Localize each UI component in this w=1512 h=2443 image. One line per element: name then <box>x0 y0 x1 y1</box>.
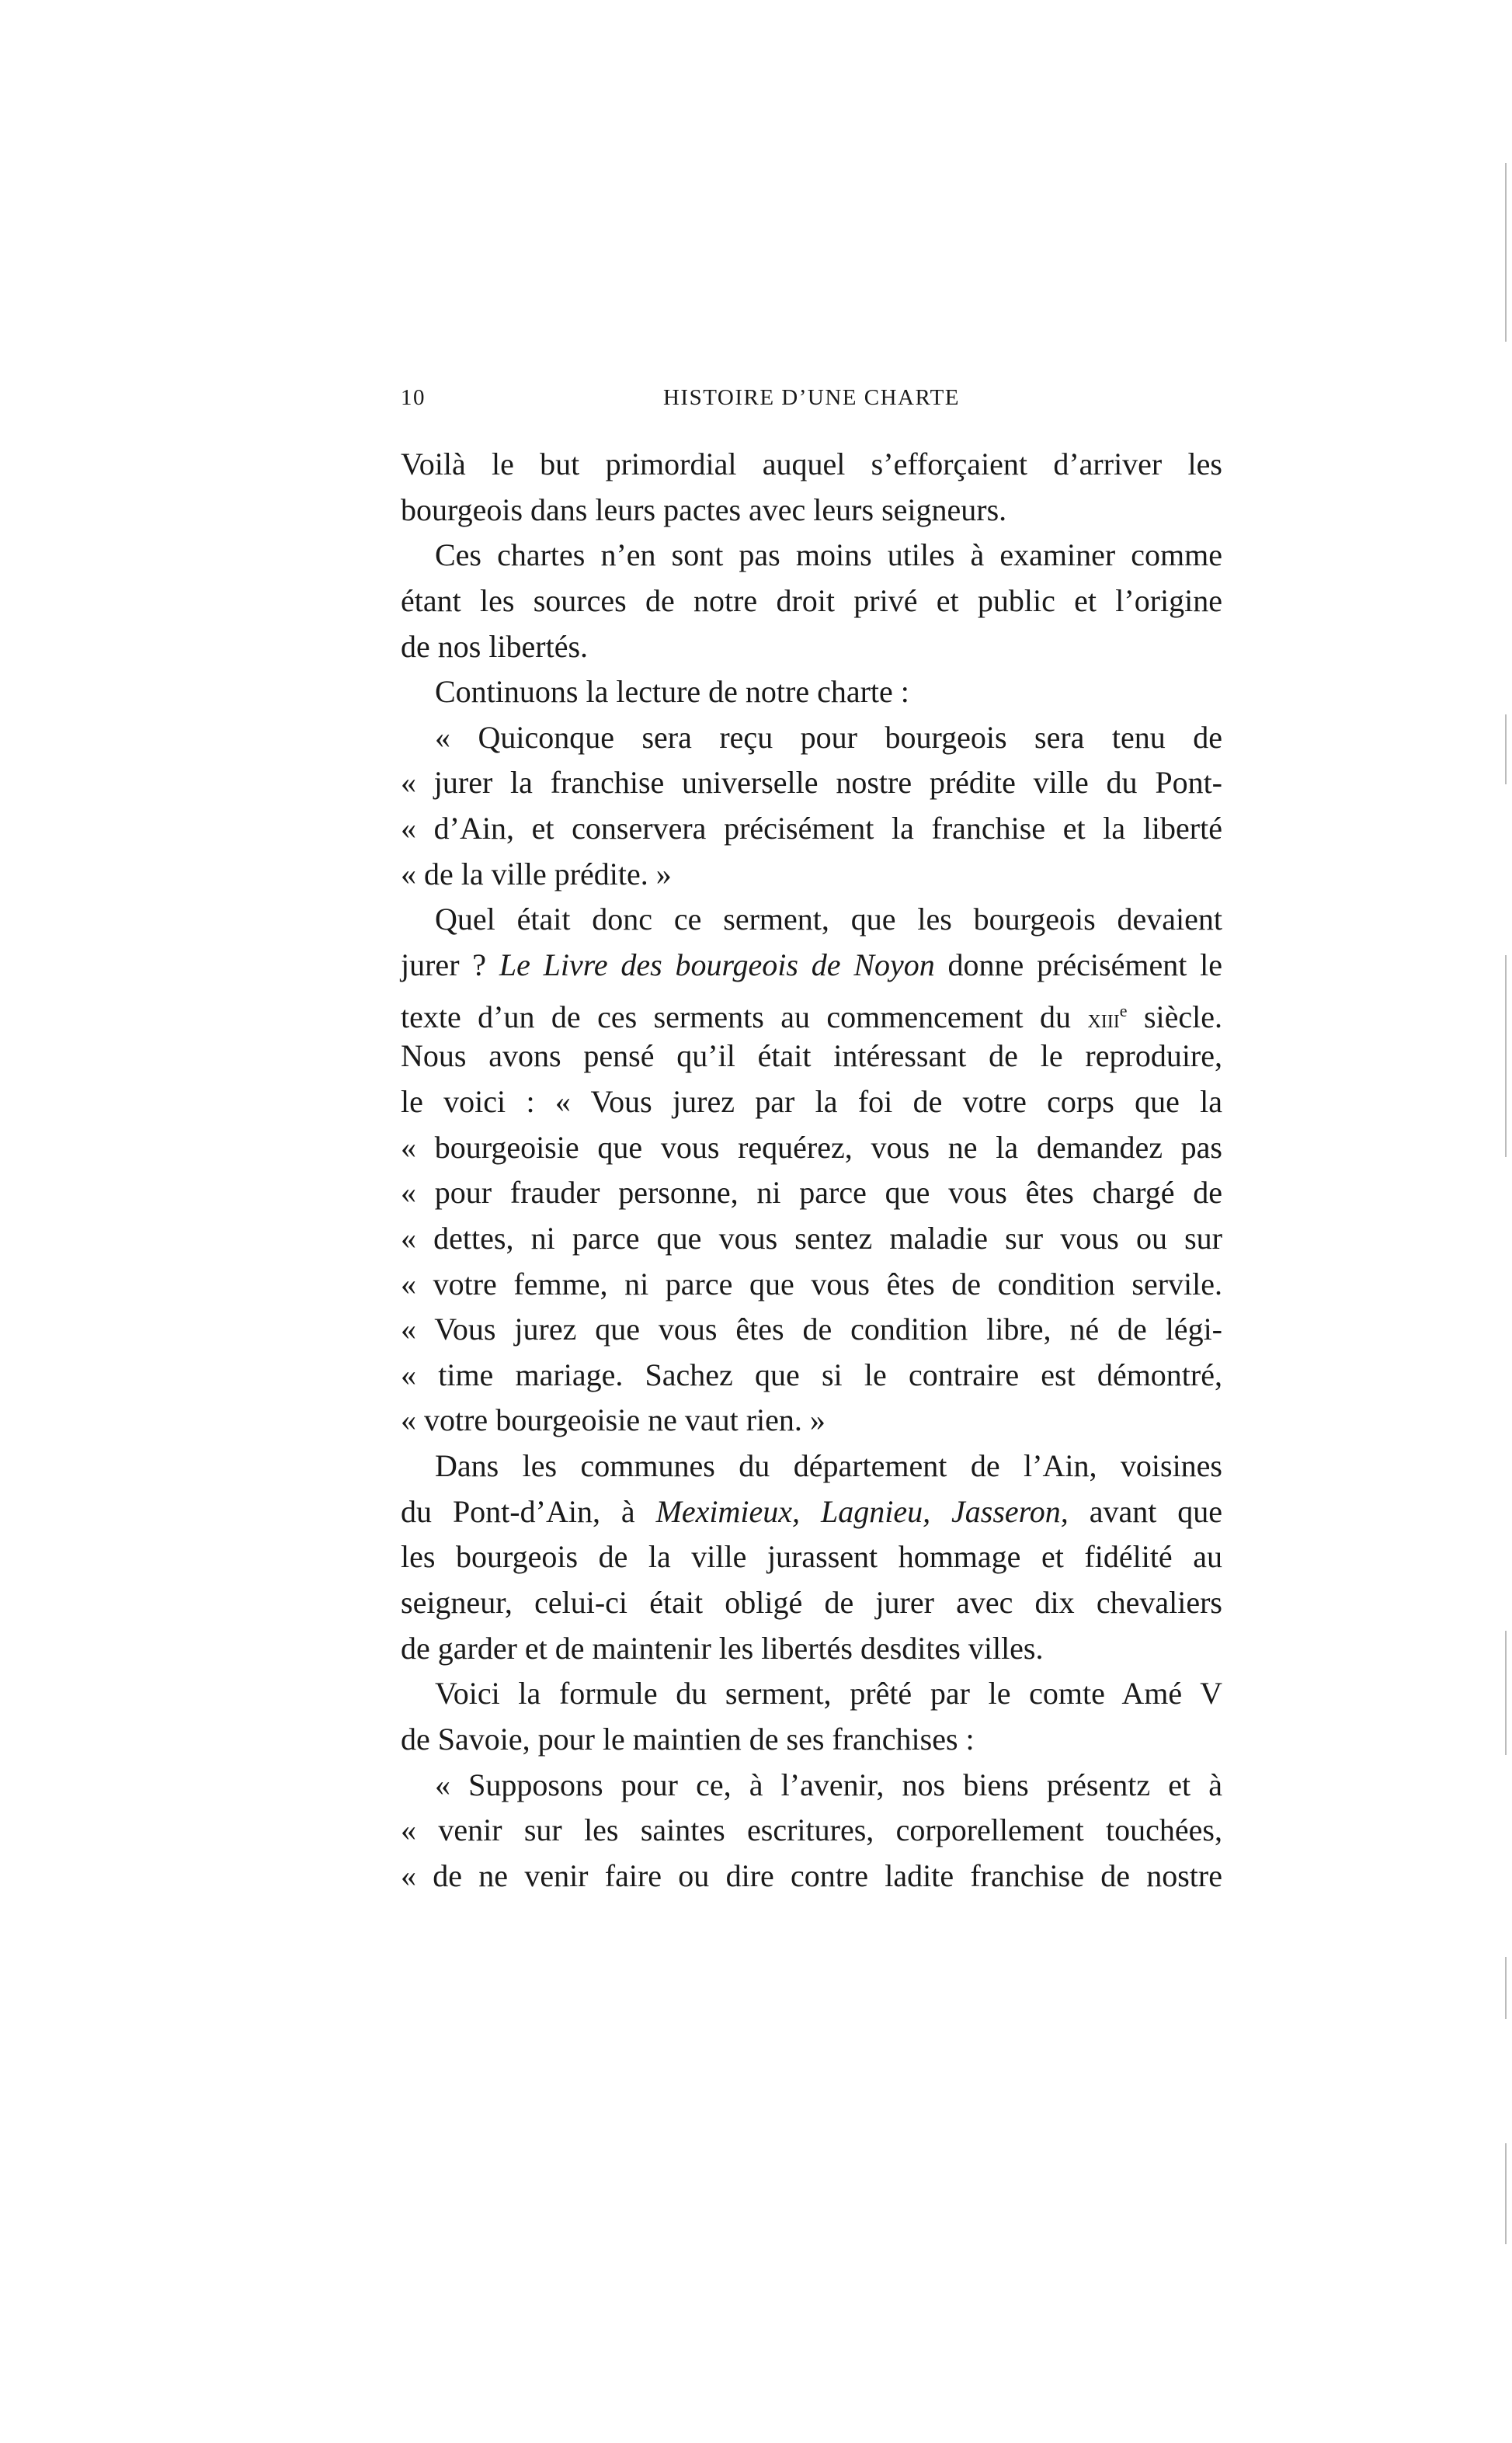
text-segment: « de la ville prédite. » <box>401 856 672 891</box>
scan-edge-mark <box>1505 714 1507 784</box>
text-segment: de nos libertés. <box>401 628 589 664</box>
text-line <box>401 1034 1222 1079</box>
text-segment: « votre bourgeoisie ne vaut rien. » <box>401 1402 826 1438</box>
text-segment: « jurer la franchise universelle nostre prédite ville du Pont- <box>401 765 1222 801</box>
text-segment: étant les sources de notre droit privé et public et l’origine <box>401 582 1222 618</box>
text-segment: « d’Ain, et conservera précisément la franchise et la liberté <box>401 811 1222 846</box>
text-segment: « Supposons pour ce, à l’avenir, nos biens présentz et à <box>435 1767 1222 1802</box>
running-title: HISTOIRE D’UNE CHARTE <box>662 385 961 410</box>
text-segment: avant que <box>1068 1493 1222 1529</box>
scan-edge-mark <box>1505 1631 1507 1755</box>
text-segment: texte d’un de ces serments au commencement du <box>401 999 1088 1034</box>
text-segment: jurer ? <box>401 947 499 983</box>
text-segment: Dans les communes du département de l’Ain, voisines <box>435 1448 1222 1484</box>
text-line <box>401 897 1222 943</box>
text-segment: e <box>1119 1000 1128 1020</box>
text-segment: « bourgeoisie que vous requérez, vous ne la demandez pas <box>401 1129 1222 1165</box>
scan-edge-mark <box>1505 1957 1507 2019</box>
text-line <box>401 1170 1222 1216</box>
text-segment: « pour frauder personne, ni parce que vous êtes chargé de <box>401 1175 1222 1211</box>
text-line <box>401 533 1222 579</box>
text-segment: de garder et de maintenir les libertés desdites villes. <box>401 1630 1044 1666</box>
text-line <box>401 715 1222 761</box>
text-line <box>401 806 1222 852</box>
text-segment: « time mariage. Sachez que si le contraire est démontré, <box>401 1357 1222 1392</box>
text-segment: xiii <box>1087 1004 1120 1034</box>
scan-edge-mark <box>1505 2143 1507 2244</box>
page-number: 10 <box>401 385 426 410</box>
text-line <box>401 943 1222 989</box>
text-line <box>401 1534 1222 1580</box>
text-line <box>401 1763 1222 1809</box>
text-segment: du Pont-d’Ain, à <box>401 1493 656 1529</box>
text-segment: « de ne venir faire ou dire contre ladite franchise de nostre <box>401 1857 1222 1893</box>
text-line <box>401 1580 1222 1626</box>
text-line <box>401 488 1222 533</box>
text-segment: seigneur, celui-ci était obligé de jurer avec dix chevaliers <box>401 1585 1222 1621</box>
text-line <box>401 442 1222 488</box>
text-segment: « Vous jurez que vous êtes de condition libre, né de légi- <box>401 1312 1222 1347</box>
scan-edge-mark <box>1505 163 1507 342</box>
italic-text: Le Livre des bourgeois de Noyon <box>499 947 935 983</box>
scan-edge-mark <box>1505 955 1507 1157</box>
text-segment: siècle. <box>1127 999 1222 1034</box>
text-line <box>401 760 1222 806</box>
text-segment: Quel était donc ce serment, que les bourgeois devaient <box>435 902 1222 937</box>
italic-text: Meximieux, Lagnieu, Jasseron, <box>655 1493 1069 1529</box>
text-line <box>401 1307 1222 1353</box>
text-segment: « dettes, ni parce que vous sentez maladie sur vous ou sur <box>401 1220 1222 1256</box>
text-segment: Voilà le but primordial auquel s’efforçaient d’arriver les <box>401 447 1222 481</box>
text-line <box>401 1398 1222 1444</box>
text-line <box>401 1444 1222 1489</box>
text-line <box>401 1717 1222 1763</box>
text-line <box>401 852 1222 898</box>
text-segment: bourgeois dans leurs pactes avec leurs seigneurs. <box>401 492 1007 527</box>
text-line <box>401 1489 1222 1535</box>
page-body-text <box>401 442 1222 1899</box>
text-segment: de Savoie, pour le maintien de ses franchises : <box>401 1721 975 1757</box>
text-segment: Voici la formule du serment, prêté par le comte Amé V <box>435 1676 1222 1711</box>
text-segment: « venir sur les saintes escritures, corporellement touchées, <box>401 1812 1222 1848</box>
text-segment: « Quiconque sera reçu pour bourgeois sera tenu de <box>435 719 1222 755</box>
text-segment: Continuons la lecture de notre charte : <box>435 674 909 710</box>
text-line <box>401 1626 1222 1672</box>
text-segment: « votre femme, ni parce que vous êtes de condition servile. <box>401 1266 1222 1301</box>
text-segment: Ces chartes n’en sont pas moins utiles à examiner comme <box>435 537 1222 573</box>
text-line <box>401 1079 1222 1125</box>
text-line <box>401 669 1222 715</box>
text-line <box>401 1808 1222 1854</box>
text-line <box>401 989 1222 1034</box>
text-line <box>401 1125 1222 1171</box>
text-line <box>401 579 1222 624</box>
text-line <box>401 1671 1222 1717</box>
text-segment: donne précisément le <box>934 947 1222 983</box>
text-line <box>401 624 1222 670</box>
text-line <box>401 1353 1222 1399</box>
text-segment: le voici : « Vous jurez par la foi de votre corps que la <box>401 1083 1222 1119</box>
text-segment: Nous avons pensé qu’il était intéressant de le reproduire, <box>401 1038 1222 1074</box>
text-segment: les bourgeois de la ville jurassent hommage et fidélité au <box>401 1539 1222 1575</box>
text-line <box>401 1262 1222 1308</box>
text-line <box>401 1216 1222 1262</box>
running-header <box>401 381 1222 419</box>
text-line <box>401 1854 1222 1899</box>
